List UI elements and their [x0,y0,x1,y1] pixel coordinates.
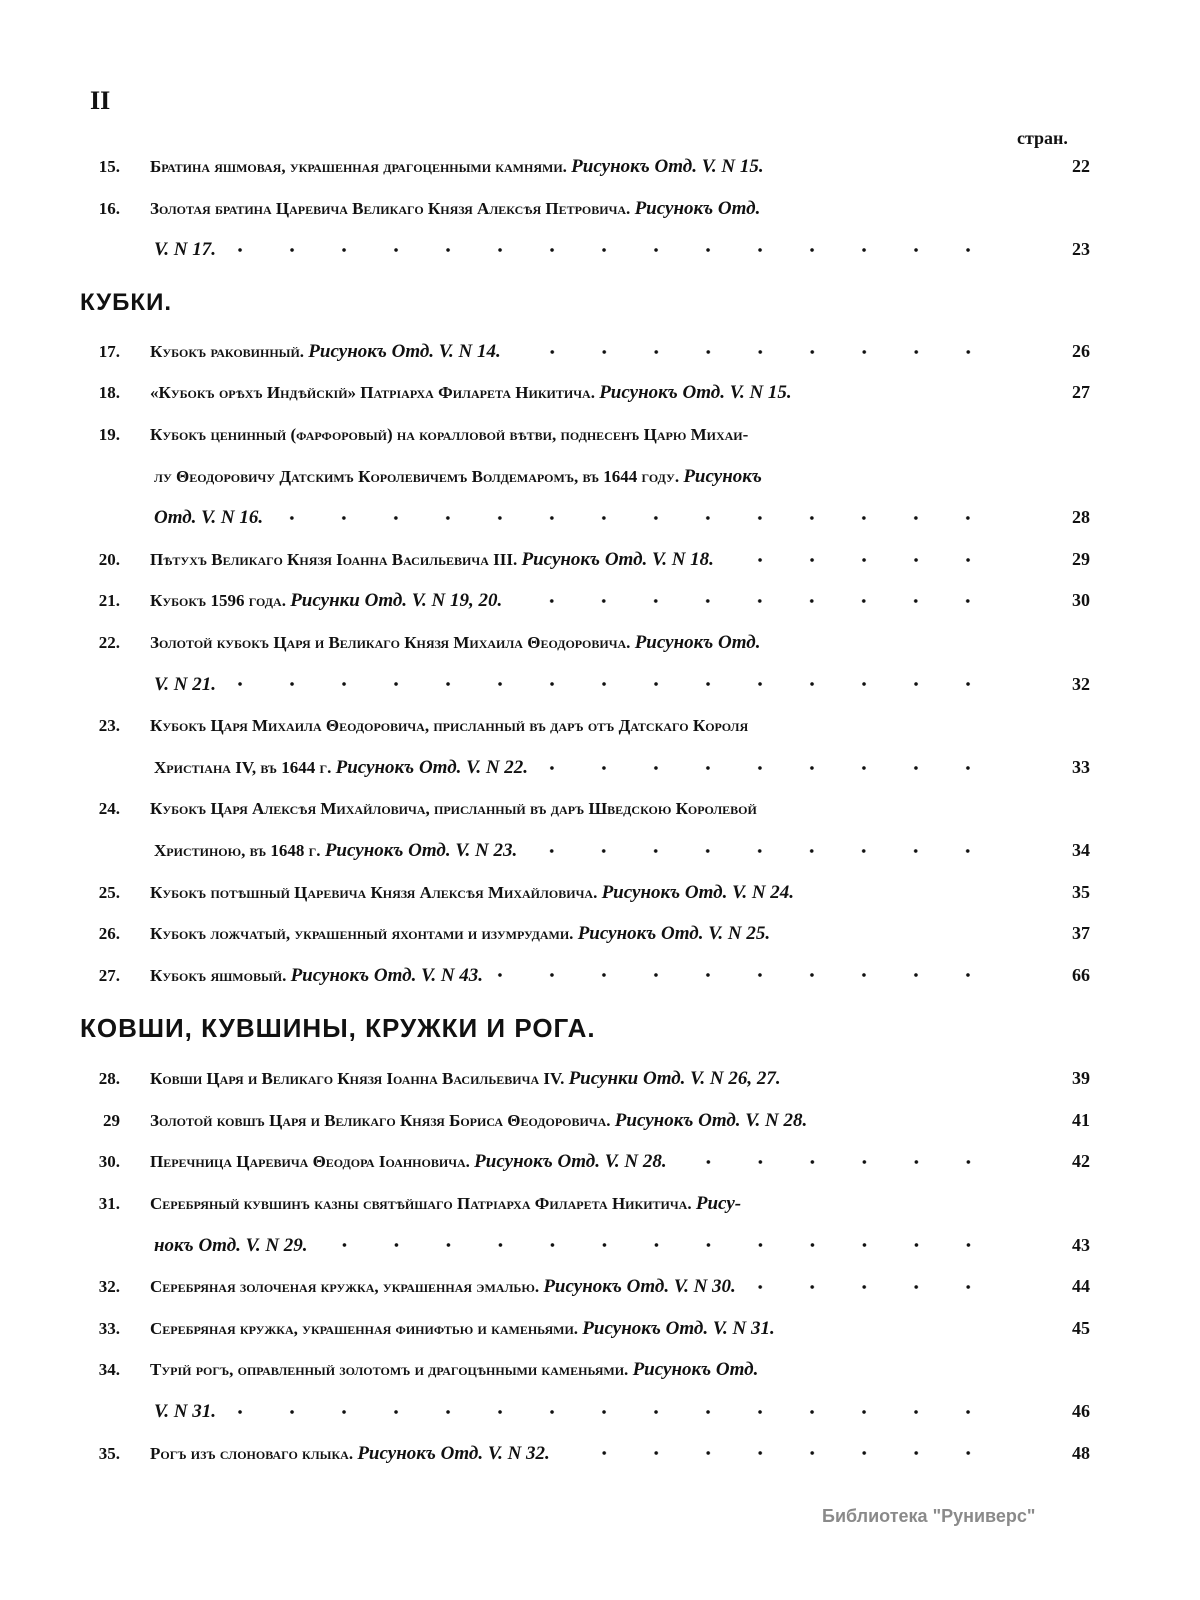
entry-title [150,497,263,539]
entry-title [150,955,483,997]
figure-reference: Рисунокъ Отд. V. N 14. [308,340,501,362]
figure-reference: Рисунки Отд. V. N 19, 20. [290,590,503,612]
dot-leader [527,848,994,854]
dot-leader [767,806,994,812]
entry-text: Ковши Царя и Великаго Князя Іоанна Васильевича IV. [150,1069,569,1089]
toc-entry [80,1308,1090,1350]
dot-leader [560,1450,994,1456]
dot-leader [802,390,994,396]
figure-reference: Рисунокъ Отд. V. N 25. [577,923,771,945]
figure-reference: Рисунокъ Отд. V. N 43. [290,964,484,986]
toc-entry [80,414,1090,456]
page-reference: 26 [1072,340,1090,361]
entry-title [150,372,792,414]
toc-entry [80,1266,1090,1308]
entry-number: 33. [98,1318,120,1338]
entry-text: лу Θеодоровичу Датскимъ Королевичемъ Волдемаромъ, въ 1644 году. [154,466,684,486]
toc-entry [80,705,1090,747]
toc-entry [80,331,1090,373]
figure-reference: Рисунки Отд. V. N 26, 27. [568,1068,781,1090]
entry-number: 27. [98,965,120,985]
toc-entry [80,188,1090,230]
toc-entry [80,955,1090,997]
entry-text: Серебряная золоченая кружка, украшенная эмалью. [150,1277,544,1297]
entry-text: Братина яшмовая, украшенная драгоценными камнями. [150,157,572,176]
entry-text: Кубокъ 1596 года. [150,591,291,611]
toc-entry [80,372,1090,414]
entry-title [150,456,762,498]
entry-title [150,1225,308,1267]
figure-reference: Рисунокъ Отд. V. N 24. [601,881,795,903]
entry-title [150,664,216,706]
figure-reference: Рисунокъ Отд. V. N 32. [357,1442,550,1464]
toc-entry-continuation [80,830,1090,872]
dot-leader [751,1201,994,1207]
figure-reference: Рисунокъ Отд. V. N 22. [335,756,529,778]
page-reference: 30 [1072,590,1090,611]
dot-leader [780,931,994,937]
page-reference: 28 [1072,507,1090,528]
page-reference: 22 [1072,156,1090,176]
page-column-header: стран. [1017,128,1068,148]
entry-title [150,622,760,664]
entry-title [150,146,764,188]
entry-text: Серебряная кружка, украшенная финифтью и каменьями. [150,1318,583,1338]
entry-title [150,705,748,747]
entry-text: Пѣтухъ Великаго Князя Іоанна Васильевича III. [150,549,522,569]
page-reference: 41 [1072,1109,1090,1130]
dot-leader [746,1284,994,1290]
entry-text: Золотой кубокъ Царя и Великаго Князя Михаила Θеодоровича. [150,632,635,652]
entry-title [150,1349,758,1391]
toc-entry [80,913,1090,955]
entry-number: 21. [98,591,120,611]
toc-entry-continuation [80,497,1090,539]
entry-text: Кубокъ раковинный. [150,341,309,361]
entry-number: 29 [103,1110,120,1130]
entry-number: 32. [98,1277,120,1297]
page-reference: 48 [1072,1442,1090,1463]
entry-title [150,188,760,230]
figure-reference: Рисунокъ [683,465,762,487]
page-reference: 29 [1072,548,1090,569]
toc-entry [80,1183,1090,1225]
entry-text: Кубокъ Царя Алексѣя Михайловича, присланный въ даръ Шведскою Королевой [150,799,757,819]
toc-entry-continuation [80,664,1090,706]
toc-entry-continuation [80,1391,1090,1433]
entry-text: «Кубокъ орѣхъ Индѣйскій» Патріарха Филарета Никитича. [150,383,600,403]
toc-entry [80,1433,1090,1475]
figure-reference: Рисунокъ Отд. V. N 18. [521,548,714,570]
dot-leader [785,1326,994,1332]
figure-reference: Рисунокъ Отд. V. N 28. [614,1109,808,1131]
figure-reference: Рисунокъ Отд. [634,197,761,219]
entry-number: 35. [98,1443,120,1463]
entry-number: 22. [98,632,120,652]
toc-entry [80,622,1090,664]
dot-leader [817,1118,994,1124]
entry-title [150,580,502,622]
page-reference: 39 [1072,1068,1090,1089]
entry-title [150,1141,667,1183]
dot-leader [758,432,994,438]
page-reference: 45 [1072,1317,1090,1338]
toc-entry-continuation [80,456,1090,498]
entry-title [150,1183,741,1225]
entry-text: Золотой ковшъ Царя и Великаго Князя Бориса Θеодоровича. [150,1110,615,1130]
dot-leader [512,598,994,604]
dot-leader [804,889,994,895]
dot-leader [770,640,994,646]
page-reference: 23 [1072,239,1090,260]
page-reference: 33 [1072,756,1090,777]
entry-text: Кубокъ Царя Михаила Θеодоровича, присланный въ даръ отъ Датскаго Короля [150,716,749,736]
dot-leader [318,1242,994,1248]
dot-leader [770,205,994,211]
entry-number: 31. [98,1194,120,1214]
entry-number: 20. [98,549,120,569]
dot-leader [273,515,994,521]
figure-reference: Рисунокъ Отд. V. N 23. [324,839,518,861]
entry-number: 25. [98,882,120,902]
page-reference: 46 [1072,1401,1090,1422]
figure-reference: Рисунокъ Отд. V. N 28. [474,1151,667,1173]
page-reference: 35 [1072,881,1090,902]
dot-leader [774,164,994,170]
dot-leader [511,349,994,355]
figure-reference: Рису- [695,1193,742,1215]
entry-number: 19. [98,424,120,444]
figure-reference: Рисунокъ Отд. V. N 15. [599,382,792,404]
entry-title [150,913,770,955]
toc-entry-continuation [80,1225,1090,1267]
page-reference: 32 [1072,673,1090,694]
entry-number: 16. [98,198,120,218]
entry-number: 34. [98,1360,120,1380]
figure-reference: V. N 17. [154,239,216,261]
dot-leader [226,681,994,687]
entry-text: Турій рогъ, оправленный золотомъ и драгоцѣнными каменьями. [150,1360,633,1380]
page-reference: 66 [1072,964,1090,985]
section-heading: КУБКИ. [80,288,172,316]
toc-entry [80,1141,1090,1183]
entry-title [150,229,216,271]
entry-text: Рогъ изъ слоноваго клыка. [150,1443,358,1463]
figure-reference: Рисунокъ Отд. V. N 30. [543,1276,736,1298]
dot-leader [791,1076,994,1082]
dot-leader [768,1367,994,1373]
figure-reference: Рисунокъ Отд. V. N 31. [582,1317,775,1339]
entry-number: 23. [98,716,120,736]
entry-text: Перечница Царевича Θеодора Іоанновича. [150,1152,475,1172]
toc-entry [80,788,1090,830]
page-reference: 34 [1072,839,1090,860]
page-reference: 43 [1072,1234,1090,1255]
entry-title [150,539,714,581]
table-of-contents [80,146,1090,1474]
page-reference: 27 [1072,382,1090,403]
figure-reference: Отд. V. N 16. [154,507,264,529]
dot-leader [758,723,994,729]
entry-number: 18. [98,383,120,403]
entry-text: Серебряный кувшинъ казны святѣйшаго Патріарха Филарета Никитича. [150,1194,696,1214]
figure-reference: Рисунокъ Отд. [634,631,761,653]
entry-title [150,1266,736,1308]
section-heading: КОВШИ, КУВШИНЫ, КРУЖКИ И РОГА. [80,1013,596,1044]
entry-title [150,788,757,830]
entry-title [150,1100,807,1142]
toc-entry [80,539,1090,581]
dot-leader [226,247,994,253]
dot-leader [724,557,994,563]
toc-entry [80,872,1090,914]
entry-title [150,1308,775,1350]
entry-text: Кубокъ ценинный (фарфоровый) на коралловой вѣтви, поднесенъ Царю Михаи- [150,424,749,444]
toc-entry [80,1058,1090,1100]
page-reference: 42 [1072,1151,1090,1172]
entry-title [150,872,794,914]
page-number: II [90,86,111,115]
entry-number: 30. [98,1152,120,1172]
entry-text: Кубокъ ложчатый, украшенный яхонтами и изумрудами. [150,924,578,944]
entry-title [150,331,501,373]
figure-reference: Рисунокъ Отд. [632,1359,759,1381]
entry-title [150,1391,216,1433]
figure-reference: нокъ Отд. V. N 29. [154,1234,308,1256]
dot-leader [493,972,994,978]
entry-title [150,1433,550,1475]
dot-leader [538,765,994,771]
dot-leader [772,473,994,479]
entry-number: 17. [98,341,120,361]
entry-title [150,1058,781,1100]
page-reference: 37 [1072,923,1090,944]
entry-title [150,414,748,456]
toc-entry [80,146,1090,188]
dot-leader [226,1409,994,1415]
toc-entry [80,580,1090,622]
figure-reference: V. N 31. [154,1401,216,1423]
entry-text: Кубокъ потѣшный Царевича Князя Алексѣя Михайловича. [150,882,602,902]
toc-entry-continuation [80,747,1090,789]
entry-text: Христиною, въ 1648 г. [154,840,325,860]
toc-entry [80,1349,1090,1391]
library-watermark: Библиотека "Руниверс" [822,1506,1036,1526]
entry-number: 24. [98,799,120,819]
entry-number: 26. [98,924,120,944]
entry-number: 28. [98,1069,120,1089]
entry-title [150,830,517,872]
entry-title [150,747,528,789]
entry-number: 15. [98,157,120,176]
entry-text: Христiана IV, въ 1644 г. [154,757,336,777]
figure-reference: Рисунокъ Отд. V. N 15. [571,156,764,177]
page-reference: 44 [1072,1276,1090,1297]
toc-entry-continuation [80,229,1090,271]
entry-text: Кубокъ яшмовый. [150,965,291,985]
toc-entry [80,1100,1090,1142]
dot-leader [677,1159,994,1165]
figure-reference: V. N 21. [154,673,216,695]
entry-text: Золотая братина Царевича Великаго Князя Алексѣя Петровича. [150,198,635,218]
